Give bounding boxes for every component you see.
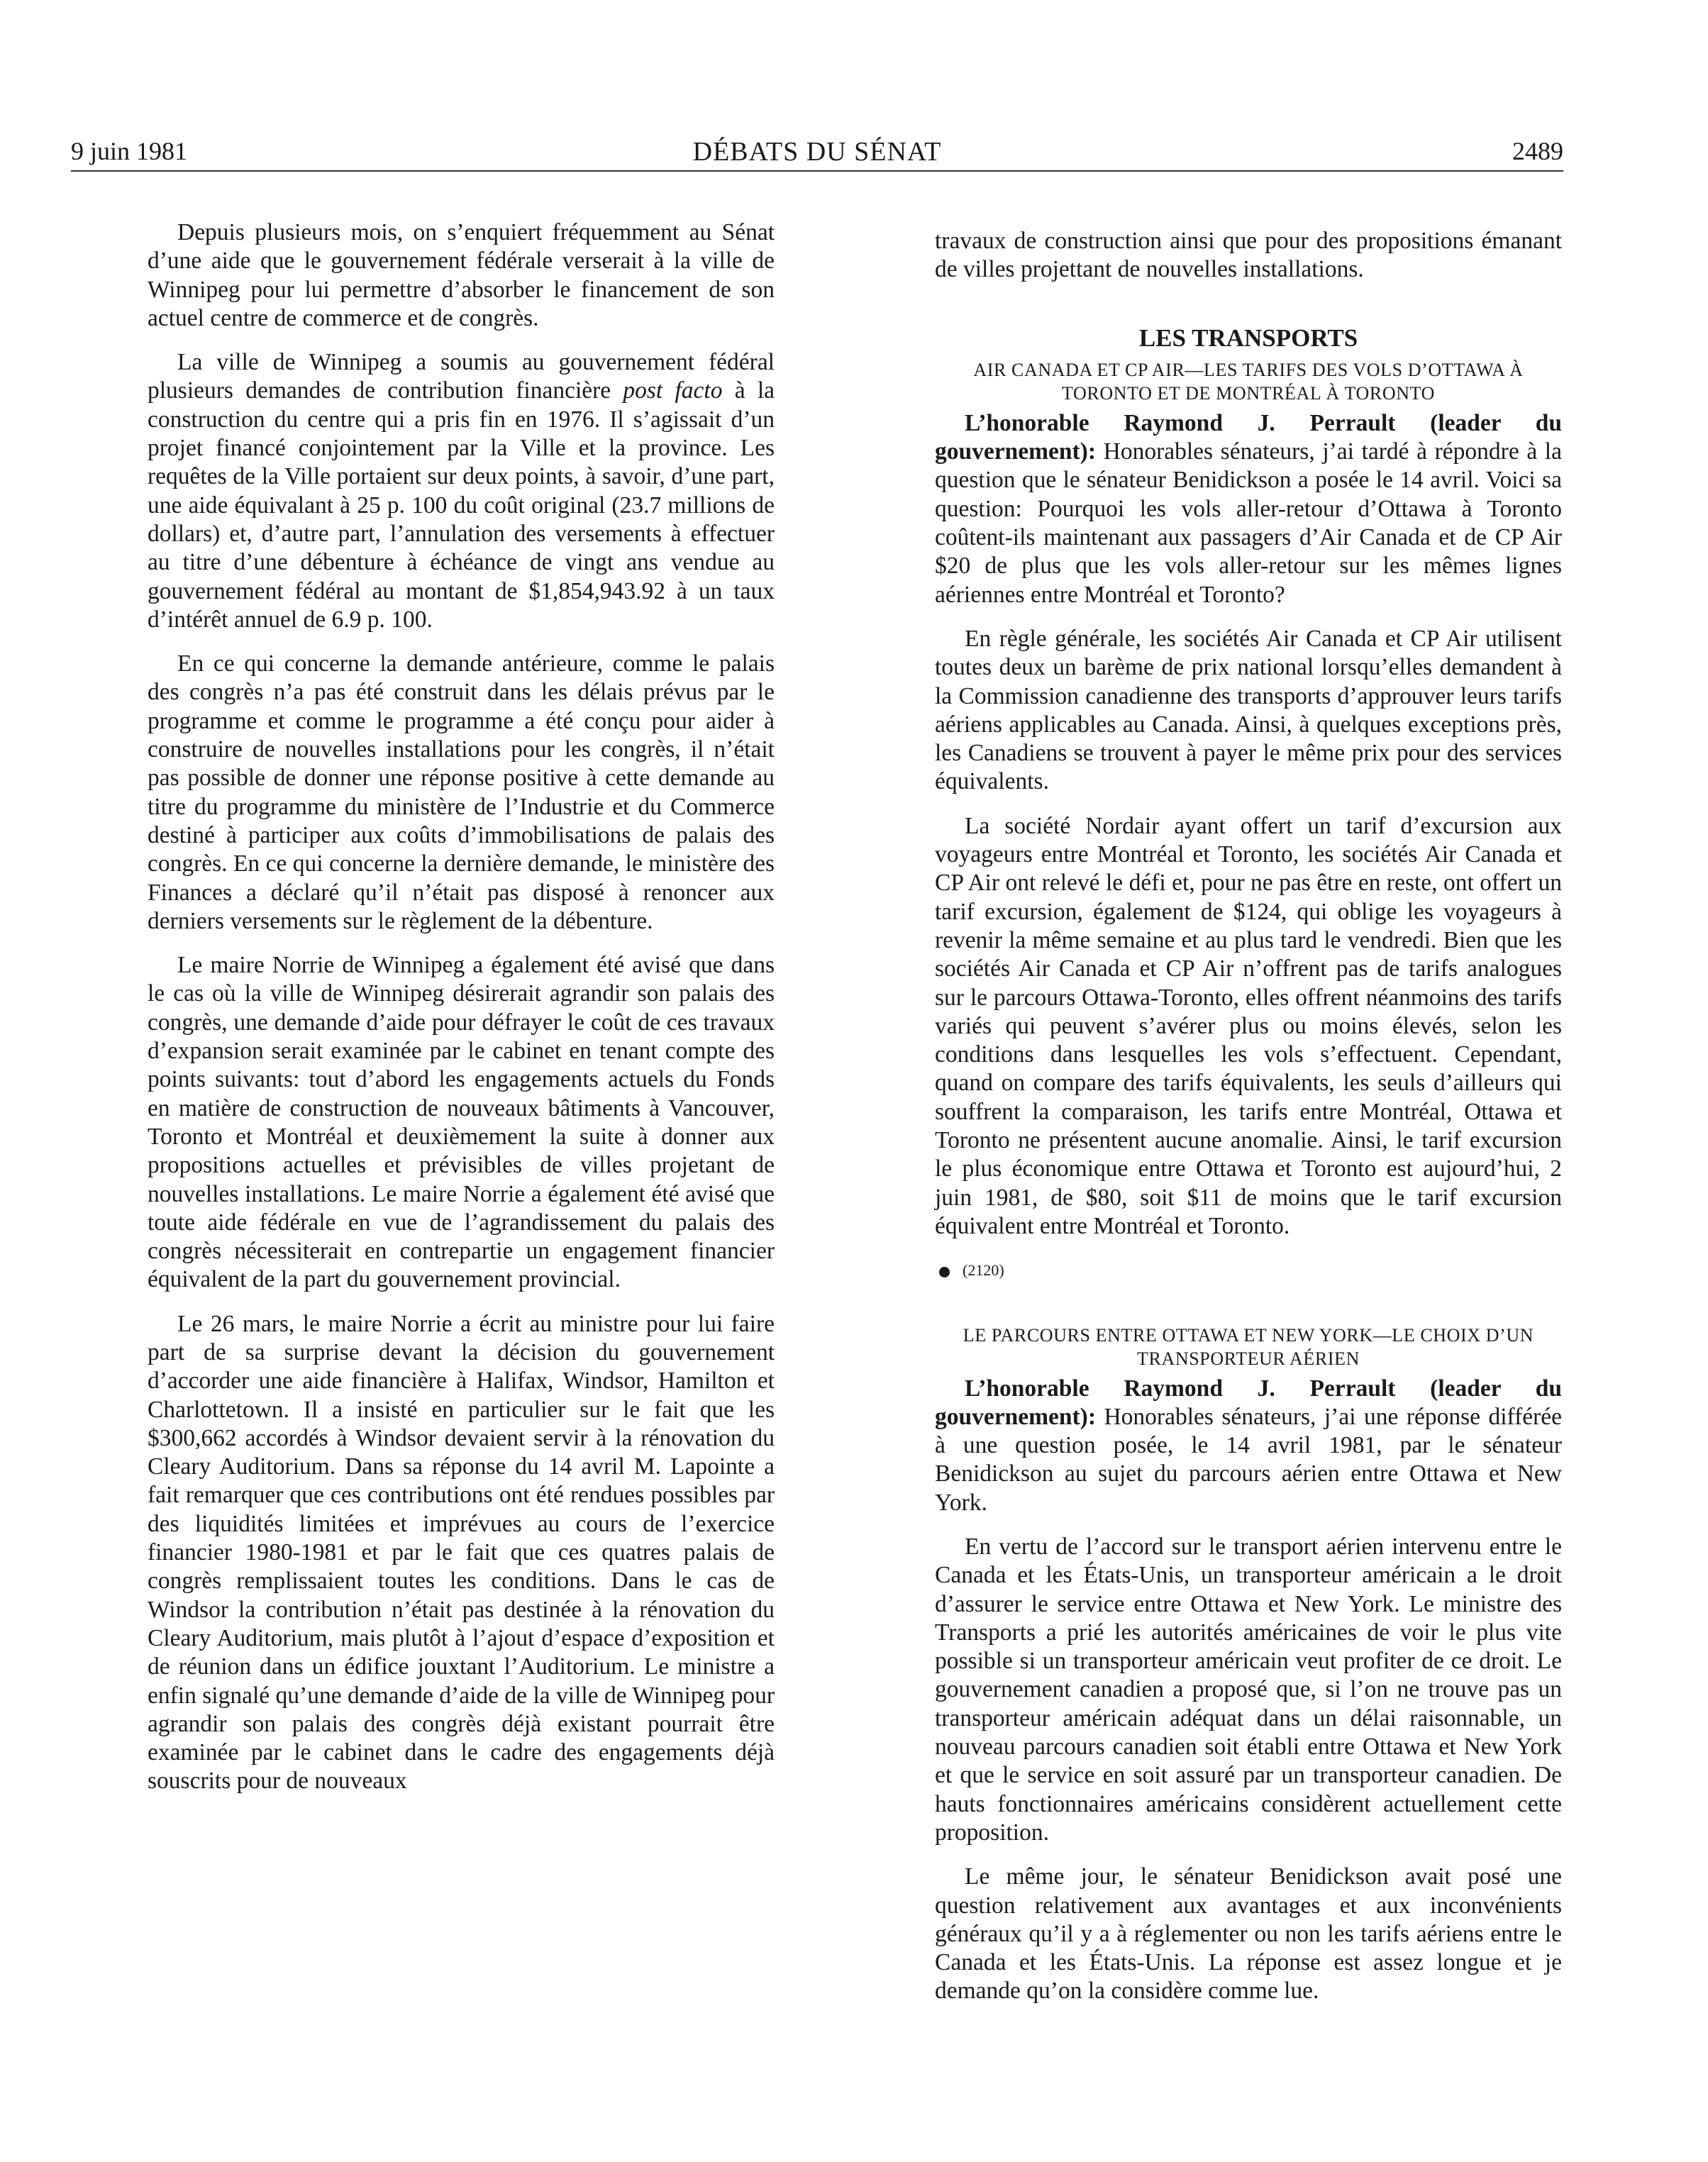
header-date: 9 juin 1981 bbox=[71, 137, 188, 165]
subheading-new-york: LE PARCOURS ENTRE OTTAWA ET NEW YORK—LE CHOIX D’UN TRANSPORTEUR AÉRIEN bbox=[963, 1324, 1534, 1369]
right-paragraph-1-text: Honorables sénateurs, j’ai tardé à répondre à la question que le sénateur Benidickson a posée le 14 avril. Voici sa question: Pourquoi les vols aller-retour d’Ottawa à Toronto coûtent-ils maintenant aux passagers d’Air Canada et de CP Air $20 de plus que les vols aller-retour sur les mêmes lignes aériennes entre Montréal et Toronto? bbox=[935, 438, 1562, 608]
right-paragraph-5: En vertu de l’accord sur le transport aérien intervenu entre le Canada et les États-Unis, un transporteur américain a le droit d’assurer le service entre Ottawa et New York. Le ministre des Transports a prié les autorités américaines de voir le plus vite possible si un transporteur américain veut profiter de ce droit. Le gouvernement canadien a proposé que, si l’on ne trouve pas un transporteur américain adéquat dans un délai raisonnable, un nouveau parcours canadien soit établi entre Ottawa et New York et que le service en soit assuré par un transporteur canadien. De hauts fonctionnaires américains considèrent actuellement cette proposition. bbox=[935, 1533, 1562, 1846]
bullet-dot-icon bbox=[939, 1267, 950, 1277]
speaker-label: L’honorable Raymond J. Perrault (leader du gouvernement): bbox=[935, 409, 1562, 465]
left-paragraph-2-end: à la construction du centre qui a pris fin en 1976. Il s’agissait d’un projet financé conjointement par la Ville et la province. Les requêtes de la Ville portaient sur deux points, à savoir, d’une part, une aide équivalant à 25 p. 100 du coût original (23.7 millions de dollars) et, d’autre part, l’annulation des versements à effectuer au titre d’une débenture à échéance de vingt ans vendue au gouvernement fédéral au montant de $1,854,943.92 à un taux d’intérêt annuel de 6.9 p. 100. bbox=[148, 377, 775, 633]
right-paragraph-3: La société Nordair ayant offert un tarif d’excursion aux voyageurs entre Montréal et Toronto, les sociétés Air Canada et CP Air ont relevé le défi et, pour ne pas être en reste, ont offert un tarif excursion, également de $124, qui oblige les voyageurs à revenir la même semaine et au plus tard le vendredi. Bien que les sociétés Air Canada et CP Air n’offrent pas de tarifs analogues sur le parcours Ottawa-Toronto, elles offrent néanmoins des tarifs variés qui peuvent s’avérer plus ou moins élevés, selon les conditions dans lesquelles les vols s’effectuent. Cependant, quand on compare des tarifs équivalents, les seuls d’ailleurs qui souffrent la comparaison, les tarifs entre Montréal, Ottawa et Toronto ne présentent aucune anomalie. Ainsi, le tarif excursion le plus économique entre Ottawa et Toronto est aujourd’hui, 2 juin 1981, de $80, soit $11 de moins que le tarif excursion équivalent entre Montréal et Toronto. bbox=[935, 812, 1562, 1239]
right-paragraph-6: Le même jour, le sénateur Benidickson avait posé une question relativement aux avantages et aux inconvénients généraux qu’il y a à réglementer ou non les tarifs aériens entre le Canada et les États-Unis. La réponse est assez longue et je demande qu’on la considère comme lue. bbox=[935, 1863, 1562, 2005]
left-paragraph-2-italic: post facto bbox=[623, 377, 723, 404]
left-paragraph-5: Le 26 mars, le maire Norrie a écrit au ministre pour lui faire part de sa surprise devant la décision du gouvernement d’accorder une aide financière à Halifax, Windsor, Hamilton et Charlottetown. Il a insisté en particulier sur le fait que les $300,662 accordés à Windsor devaient servir à la rénovation du Cleary Auditorium. Dans sa réponse du 14 avril M. Lapointe a fait remarquer que ces contributions ont été rendues possibles par des liquidités limitées et imprévues au cours de l’exercice financier 1980-1981 et par le fait que ces quatres palais de congrès remplissaient toutes les conditions. Dans le cas de Windsor la contribution n’était pas destinée à la rénovation du Cleary Auditorium, mais plutôt à l’ajout d’espace d’exposition et de réunion dans un édifice jouxtant l’Auditorium. Le ministre a enfin signalé qu’une demande d’aide de la ville de Winnipeg pour agrandir son palais des congrès déjà existant pourrait être examinée par le cabinet dans le cadre des engagements déjà souscrits pour de nouveaux bbox=[148, 1310, 775, 1795]
header-page-number: 2489 bbox=[1512, 137, 1563, 165]
right-paragraph-1 bbox=[935, 409, 1562, 609]
left-paragraph-2-start: La ville de Winnipeg a soumis au gouvernement fédéral plusieurs demandes de contribution financière bbox=[148, 349, 775, 404]
right-continuation: travaux de construction ainsi que pour des propositions émanant de villes projettant de nouvelles installations. bbox=[935, 228, 1562, 283]
left-paragraph-1: Depuis plusieurs mois, on s’enquiert fréquemment au Sénat d’une aide que le gouvernement fédérale verserait à la ville de Winnipeg pour lui permettre d’absorber le financement de son actuel centre de commerce et de congrès. bbox=[148, 219, 775, 331]
left-paragraph-3: En ce qui concerne la demande antérieure, comme le palais des congrès n’a pas été construit dans les délais prévus par le programme et comme le programme a été conçu pour aider à construire de nouvelles installations pour les congrès, il n’était pas possible de donner une réponse positive à cette demande au titre du programme du ministère de l’Industrie et du Commerce destiné à participer aux coûts d’immobilisations de palais des congrès. En ce qui concerne la dernière demande, le ministère des Finances a déclaré qu’il n’était pas disposé à renoncer aux derniers versements sur le règlement de la débenture. bbox=[148, 650, 775, 934]
right-column bbox=[935, 227, 1562, 2022]
right-paragraph-4 bbox=[935, 1375, 1562, 1517]
time-marker bbox=[935, 1256, 1562, 1285]
left-paragraph-2 bbox=[148, 348, 775, 634]
left-paragraph-4: Le maire Norrie de Winnipeg a également été avisé que dans le cas où la ville de Winnipeg désirerait agrandir son palais des congrès, une demande d’aide pour défrayer le coût de ces travaux d’expansion serait examinée par le cabinet en tenant compte des points suivants: tout d’abord les engagements actuels du Fonds en matière de construction de nouveaux bâtiments à Vancouver, Toronto et Montréal et deuxièmement la suite à donner aux propositions actuelles et prévisibles de villes projetant de nouvelles installations. Le maire Norrie a également été avisé que toute aide fédérale en vue de l’agrandissement du palais des congrès nécessiterait en contrepartie un engagement financier équivalent de la part du gouvernement provincial. bbox=[148, 952, 775, 1293]
header-rule bbox=[71, 170, 1563, 172]
speaker-label: L’honorable Raymond J. Perrault (leader du gouvernement): bbox=[935, 1375, 1562, 1430]
header-title: DÉBATS DU SÉNAT bbox=[692, 137, 942, 167]
left-column bbox=[148, 218, 775, 1812]
right-paragraph-4-text: Honorables sénateurs, j’ai une réponse différée à une question posée, le 14 avril 1981, par le sénateur Benidickson au sujet du parcours aérien entre Ottawa et New York. bbox=[935, 1403, 1562, 1516]
section-heading: LES TRANSPORTS bbox=[1138, 323, 1358, 352]
subheading-fares: AIR CANADA ET CP AIR—LES TARIFS DES VOLS D’OTTAWA À TORONTO ET DE MONTRÉAL À TORONTO bbox=[973, 359, 1524, 404]
right-paragraph-2: En règle générale, les sociétés Air Canada et CP Air utilisent toutes deux un barème de prix national lorsqu’elles demandent à la Commission canadienne des transports d’approuver leurs tarifs aériens applicables au Canada. Ainsi, à quelques exceptions près, les Canadiens se trouvent à payer le même prix pour des services équivalents. bbox=[935, 625, 1562, 795]
time-marker-text: (2120) bbox=[963, 1261, 1004, 1280]
